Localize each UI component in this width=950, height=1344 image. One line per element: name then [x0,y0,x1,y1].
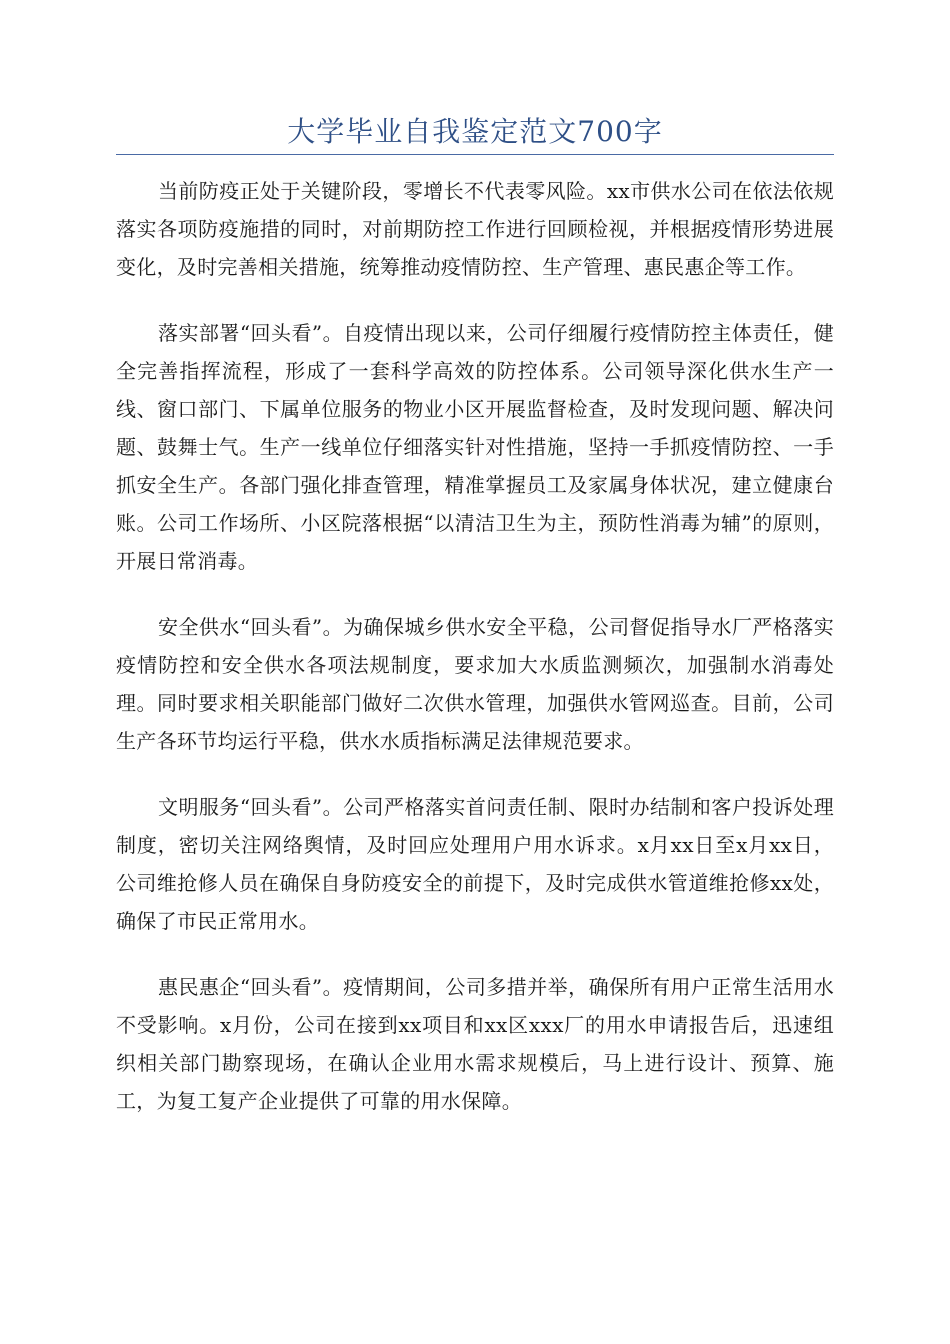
paragraph-water-safety-review: 安全供水“回头看”。为确保城乡供水安全平稳，公司督促指导水厂严格落实疫情防控和安全供水各项法规制度，要求加大水质监测频次，加强制水消毒处理。同时要求相关职能部门做好二次供水管理，加强供水管网巡查。目前，公司生产各环节均运行平稳，供水水质指标满足法律规范要求。 [116,615,834,753]
title-underline [116,154,834,155]
paragraph-intro: 当前防疫正处于关键阶段，零增长不代表零风险。xx市供水公司在依法依规落实各项防疫施措的同时，对前期防控工作进行回顾检视，并根据疫情形势进展变化，及时完善相关措施，统筹推动疫情防控、生产管理、惠民惠企等工作。 [116,179,834,279]
document-body [116,172,834,1148]
document-title: 大学毕业自我鉴定范文700字 [287,115,663,148]
paragraph-civil-service-review: 文明服务“回头看”。公司严格落实首问责任制、限时办结制和客户投诉处理制度，密切关注网络舆情，及时回应处理用户用水诉求。x月xx日至x月xx日，公司维抢修人员在确保自身防疫安全的前提下，及时完成供水管道维抢修xx处，确保了市民正常用水。 [116,795,834,933]
paragraph-public-benefit-review: 惠民惠企“回头看”。疫情期间，公司多措并举，确保所有用户正常生活用水不受影响。x月份，公司在接到xx项目和xx区xxx厂的用水申请报告后，迅速组织相关部门勘察现场，在确认企业用水需求规模后，马上进行设计、预算、施工，为复工复产企业提供了可靠的用水保障。 [116,975,834,1113]
paragraph-deployment-review: 落实部署“回头看”。自疫情出现以来，公司仔细履行疫情防控主体责任，健全完善指挥流程，形成了一套科学高效的防控体系。公司领导深化供水生产一线、窗口部门、下属单位服务的物业小区开展监督检查，及时发现问题、解决问题、鼓舞士气。生产一线单位仔细落实针对性措施，坚持一手抓疫情防控、一手抓安全生产。各部门强化排查管理，精准掌握员工及家属身体状况，建立健康台账。公司工作场所、小区院落根据“以清洁卫生为主，预防性消毒为辅”的原则，开展日常消毒。 [116,321,834,573]
